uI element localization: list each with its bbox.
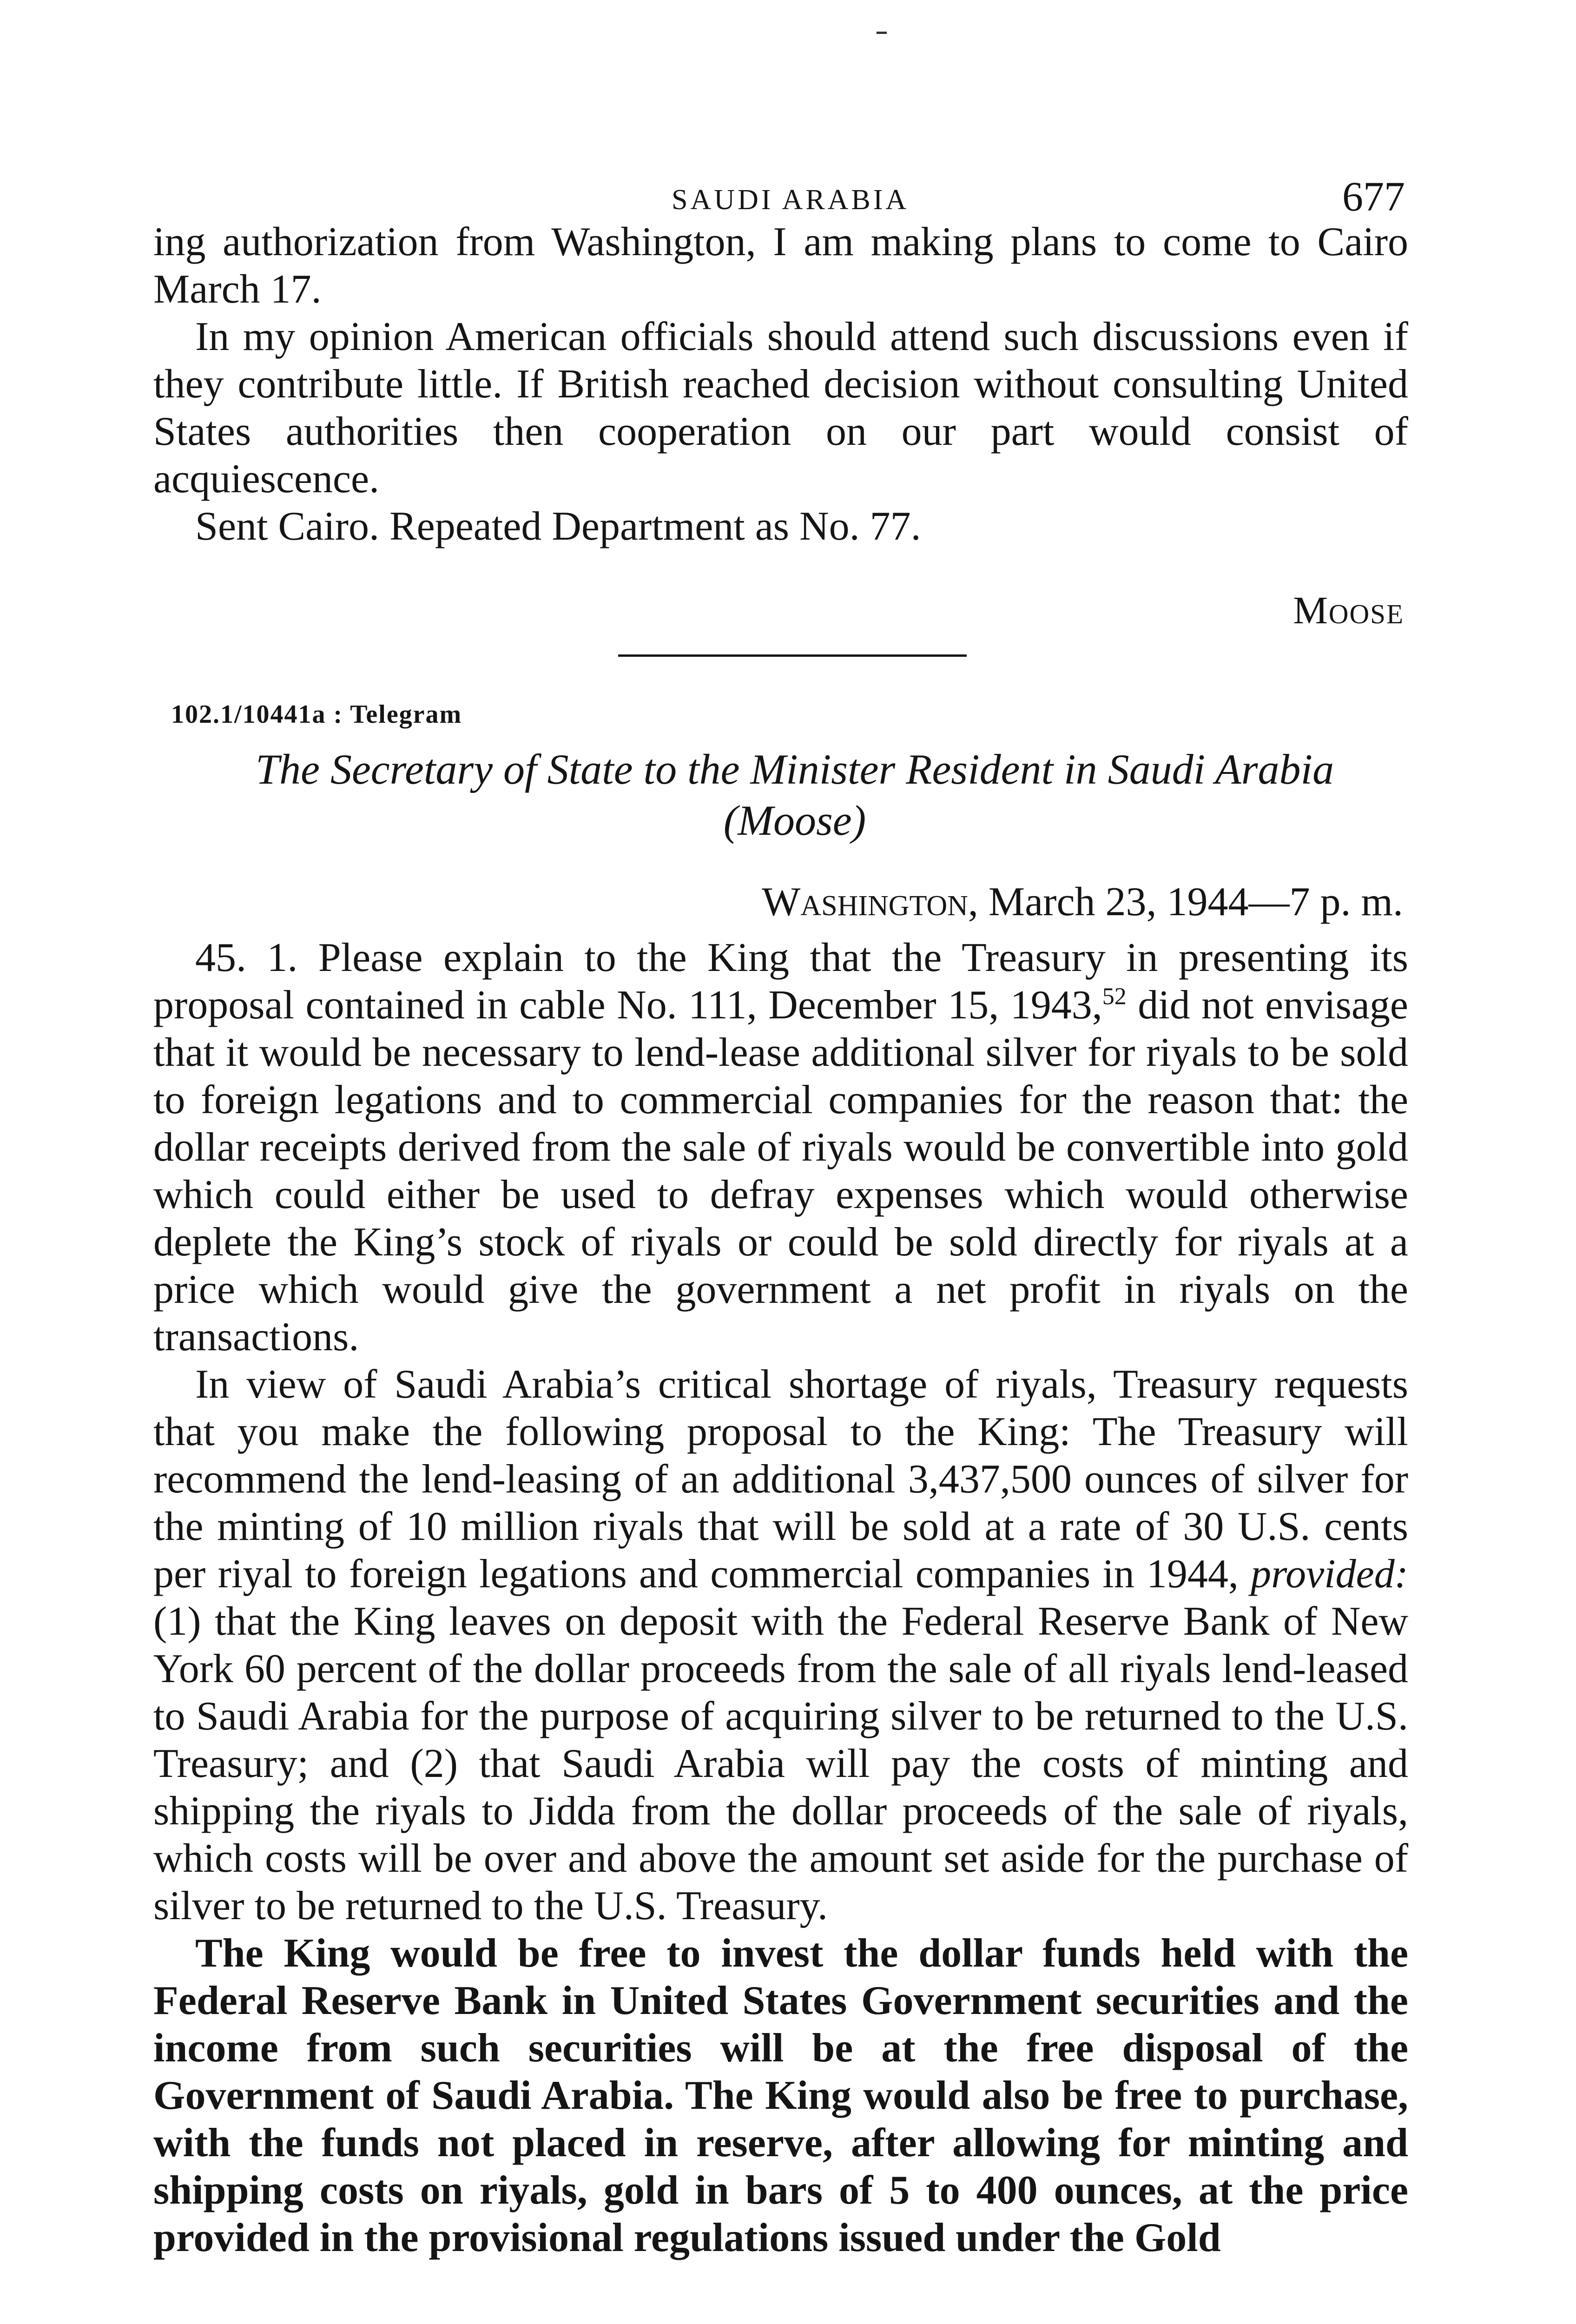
body-paragraph-3: The King would be free to invest the dollar funds held with the Federal Reserve Bank in United States Government securities and the income from such securities will be at the free disposal of the Government of Saudi Arabia. The King would also be free to purchase, with the funds not placed in reserve, after allowing for minting and shipping costs on riyals, gold in bars of 5 to 400 ounces, at the price provided in the provisional regulations issued under the Gold bbox=[153, 1931, 1408, 2260]
body-paragraph-2 bbox=[153, 1361, 1408, 1930]
continued-paragraph: ing authorization from Washington, I am making plans to come to Cairo March 17. bbox=[153, 219, 1408, 312]
body-paragraph-2-end: (1) that the King leaves on deposit with the Federal Reserve Bank of New York 60 percent of the dollar proceeds from the sale of all riyals lend-leased to Saudi Arabia for the purpose of acquiring silver to be returned to the U.S. Treasury; and (2) that Saudi Arabia will pay the costs of minting and shipping the riyals to Jidda from the dollar proceeds of the sale of riyals, which costs will be over and above the amount set aside for the purchase of silver to be returned to the U.S. Treasury. bbox=[153, 1599, 1408, 1928]
provided-term: provided: bbox=[1251, 1552, 1408, 1597]
opinion-paragraph: In my opinion American officials should attend such discussions even if they contribute little. If British reached decision without consulting United States authorities then cooperation on our part would consist of acquiescence. bbox=[153, 314, 1408, 502]
top-dash-mark bbox=[877, 32, 887, 34]
file-reference: 102.1/10441a : Telegram bbox=[171, 700, 462, 729]
body-paragraph-2-start: In view of Saudi Arabia’s critical shortage of riyals, Treasury requests that you make the following proposal to the King: The Treasury will recommend the lend-leasing of an additional 3,437,500 ounces of silver for the minting of 10 million riyals that will be sold at a rate of 30 U.S. cents per riyal to foreign legations and commercial companies in 1944, bbox=[153, 1362, 1408, 1597]
document-title bbox=[172, 744, 1418, 846]
body-paragraph-1-start: 45. 1. Please explain to the King that the Treasury in presenting its proposal contained in cable No. 111, December 15, 1943, bbox=[153, 935, 1408, 1028]
dateline-place: Washington, bbox=[762, 879, 978, 924]
body-paragraph-1-end: did not envisage that it would be necessary to lend-lease additional silver for riyals to be sold to foreign legations and to commercial companies for the reason that: the dollar receipts derived from the sale of riyals would be convertible into gold which could either be used to defray expenses which would otherwise deplete the King’s stock of riyals or could be sold directly for riyals at a price which would give the government a net profit in riyals on the transactions. bbox=[153, 983, 1408, 1360]
page-number: 677 bbox=[1342, 174, 1405, 220]
dateline-date: March 23, 1944—7 p. m. bbox=[988, 879, 1403, 924]
section-divider bbox=[618, 654, 967, 657]
document-title-line1: The Secretary of State to the Minister Resident in Saudi Arabia bbox=[255, 746, 1334, 793]
signature: Moose bbox=[1293, 589, 1404, 632]
document-title-line2: (Moose) bbox=[723, 797, 866, 844]
continued-text-block bbox=[153, 218, 1408, 550]
body-paragraph-1 bbox=[153, 934, 1408, 1361]
dateline bbox=[762, 878, 1403, 925]
sent-paragraph: Sent Cairo. Repeated Department as No. 77. bbox=[195, 504, 921, 549]
running-head: SAUDI ARABIA bbox=[672, 184, 910, 216]
footnote-reference: 52 bbox=[1102, 983, 1127, 1010]
telegram-body bbox=[153, 934, 1408, 2262]
